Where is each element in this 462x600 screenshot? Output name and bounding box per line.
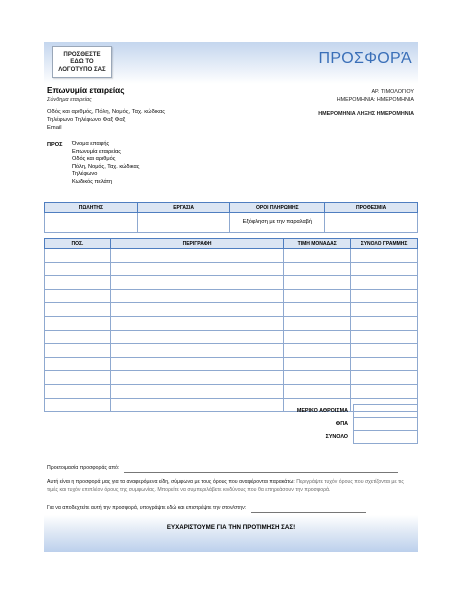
items-table xyxy=(44,238,418,412)
total-row xyxy=(44,430,418,444)
recipient-line: Πόλη, Νομός, Ταχ. κώδικας xyxy=(72,163,140,170)
total-cell[interactable] xyxy=(353,430,418,444)
table-cell[interactable] xyxy=(110,303,283,317)
company-email: Email xyxy=(47,125,62,131)
table-cell[interactable] xyxy=(351,262,418,276)
subtotal-label: ΜΕΡΙΚΟ ΑΘΡΟΙΣΜΑ xyxy=(296,408,348,414)
company-address: Οδός και αριθμός, Πόλη, Νομός, Ταχ. κώδικας xyxy=(47,109,166,115)
table-cell[interactable] xyxy=(110,316,283,330)
info-header: ΠΡΟΘΕΣΜΙΑ xyxy=(325,203,418,213)
company-phones: Τηλέφωνο Τηλέφωνο Φαξ Φαξ xyxy=(47,117,126,123)
signature-field[interactable] xyxy=(251,512,366,513)
prepared-by-label: Προετοιμασία προσφοράς από: xyxy=(47,465,120,471)
table-cell[interactable] xyxy=(45,371,111,385)
info-header: ΕΡΓΑΣΙΑ xyxy=(137,203,230,213)
page-title: ΠΡΟΣΦΟΡΆ xyxy=(318,50,412,67)
info-cell[interactable] xyxy=(45,213,138,233)
table-cell[interactable] xyxy=(110,344,283,358)
table-cell[interactable] xyxy=(351,249,418,263)
quote-date: ΗΜΕΡΟΜΗΝΙΑ: ΗΜΕΡΟΜΗΝΙΑ xyxy=(336,97,414,103)
logo-line: ΕΔΩ ΤΟ xyxy=(70,58,94,66)
table-row xyxy=(45,357,418,371)
items-header: ΠΕΡΙΓΡΑΦΗ xyxy=(110,239,283,249)
info-cell[interactable] xyxy=(325,213,418,233)
subtotal-cell[interactable] xyxy=(353,404,418,418)
items-header: ΤΙΜΗ ΜΟΝΑΔΑΣ xyxy=(284,239,351,249)
table-cell[interactable] xyxy=(351,371,418,385)
tax-cell[interactable] xyxy=(353,417,418,431)
table-cell[interactable] xyxy=(284,371,351,385)
to-label: ΠΡΟΣ xyxy=(47,142,63,148)
table-cell[interactable] xyxy=(45,249,111,263)
table-cell[interactable] xyxy=(284,316,351,330)
items-header: ΠΟΣ. xyxy=(45,239,111,249)
thank-you-message: ΕΥΧΑΡΙΣΤΟΥΜΕ ΓΙΑ ΤΗΝ ΠΡΟΤΙΜΗΣΗ ΣΑΣ! xyxy=(166,524,296,531)
table-cell[interactable] xyxy=(351,316,418,330)
table-cell[interactable] xyxy=(351,330,418,344)
info-header: ΠΩΛΗΤΗΣ xyxy=(45,203,138,213)
tax-label: ΦΠΑ xyxy=(335,421,348,427)
info-cell[interactable]: Εξόφληση με την παραλαβή xyxy=(230,213,325,233)
accept-text: Για να αποδεχτείτε αυτή την προσφορά, υπογράψτε εδώ και επιστρέψτε την στον/στην: xyxy=(47,505,247,511)
company-name: Επωνυμία εταιρείας xyxy=(47,86,125,95)
table-row xyxy=(45,276,418,290)
terms-extra-text: Περιγράψτε τυχόν όρους που σχετίζονται με τις τιμές και τυχόν επιπλέον όρους της συμφωνίας. Μπορείτε να συμπεριλάβετε κινδύνους που θα επηρεάσουν την προσφορά. xyxy=(47,479,404,493)
table-cell[interactable] xyxy=(284,344,351,358)
table-row xyxy=(45,384,418,398)
table-cell[interactable] xyxy=(284,276,351,290)
table-cell[interactable] xyxy=(45,303,111,317)
total-label: ΣΥΝΟΛΟ xyxy=(325,434,348,440)
logo-line: ΛΟΓΟΤΥΠΟ ΣΑΣ xyxy=(58,65,106,73)
quote-page xyxy=(44,42,418,552)
table-cell[interactable] xyxy=(45,289,111,303)
table-cell[interactable] xyxy=(351,344,418,358)
company-slogan: Σύνθημα εταιρείας xyxy=(47,97,92,103)
table-row xyxy=(45,303,418,317)
table-cell[interactable] xyxy=(45,262,111,276)
subtotal-row xyxy=(44,404,418,418)
table-row xyxy=(45,289,418,303)
table-cell[interactable] xyxy=(110,357,283,371)
table-cell[interactable] xyxy=(45,357,111,371)
table-cell[interactable] xyxy=(110,330,283,344)
table-cell[interactable] xyxy=(284,357,351,371)
recipient-line: Όνομα επαφής xyxy=(72,141,110,147)
table-cell[interactable] xyxy=(110,371,283,385)
recipient-line: Οδός και αριθμός xyxy=(72,156,116,163)
recipient-block xyxy=(72,141,139,187)
terms-text: Αυτή είναι η προσφορά μας για τα αναφερόμενα είδη, σύμφωνα με τους όρους που αναφέρονται παρακάτω: xyxy=(47,479,295,485)
table-cell[interactable] xyxy=(351,357,418,371)
table-cell[interactable] xyxy=(45,330,111,344)
table-cell[interactable] xyxy=(284,384,351,398)
prepared-by-line xyxy=(47,465,398,473)
invoice-number: ΑΡ. ΤΙΜΟΛΟΓΙΟΥ xyxy=(371,89,414,95)
table-cell[interactable] xyxy=(351,289,418,303)
logo-placeholder xyxy=(52,46,112,78)
info-header: ΟΡΟΙ ΠΛΗΡΩΜΗΣ xyxy=(230,203,325,213)
table-row xyxy=(45,262,418,276)
table-cell[interactable] xyxy=(351,276,418,290)
table-cell[interactable] xyxy=(110,276,283,290)
recipient-line: Επωνυμία εταιρείας xyxy=(72,148,121,155)
table-row xyxy=(45,371,418,385)
table-row xyxy=(45,316,418,330)
prepared-by-field[interactable] xyxy=(124,472,398,473)
table-cell[interactable] xyxy=(284,249,351,263)
expiry-date: ΗΜΕΡΟΜΗΝΙΑ ΛΗΞΗΣ ΗΜΕΡΟΜΗΝΙΑ xyxy=(318,111,414,117)
table-cell[interactable] xyxy=(284,303,351,317)
footer-band xyxy=(44,515,418,552)
table-cell[interactable] xyxy=(351,303,418,317)
table-cell[interactable] xyxy=(284,262,351,276)
table-cell[interactable] xyxy=(110,289,283,303)
table-cell[interactable] xyxy=(284,289,351,303)
info-table xyxy=(44,202,418,233)
table-cell[interactable] xyxy=(110,249,283,263)
terms-block xyxy=(47,479,415,494)
table-cell[interactable] xyxy=(110,384,283,398)
table-cell[interactable] xyxy=(110,262,283,276)
logo-line: ΠΡΟΣΘΕΣΤΕ xyxy=(63,50,101,58)
table-cell[interactable] xyxy=(45,384,111,398)
table-row xyxy=(45,344,418,358)
table-cell[interactable] xyxy=(45,276,111,290)
accept-line xyxy=(47,505,366,513)
info-cell[interactable] xyxy=(137,213,230,233)
table-cell[interactable] xyxy=(45,316,111,330)
table-cell[interactable] xyxy=(45,344,111,358)
items-header: ΣΥΝΟΛΟ ΓΡΑΜΜΗΣ xyxy=(351,239,418,249)
recipient-line: Τηλέφωνο xyxy=(72,171,98,178)
recipient-line: Κωδικός πελάτη xyxy=(72,178,113,185)
tax-row xyxy=(44,417,418,431)
table-row xyxy=(45,249,418,263)
table-cell[interactable] xyxy=(284,330,351,344)
table-cell[interactable] xyxy=(351,384,418,398)
table-row xyxy=(45,330,418,344)
